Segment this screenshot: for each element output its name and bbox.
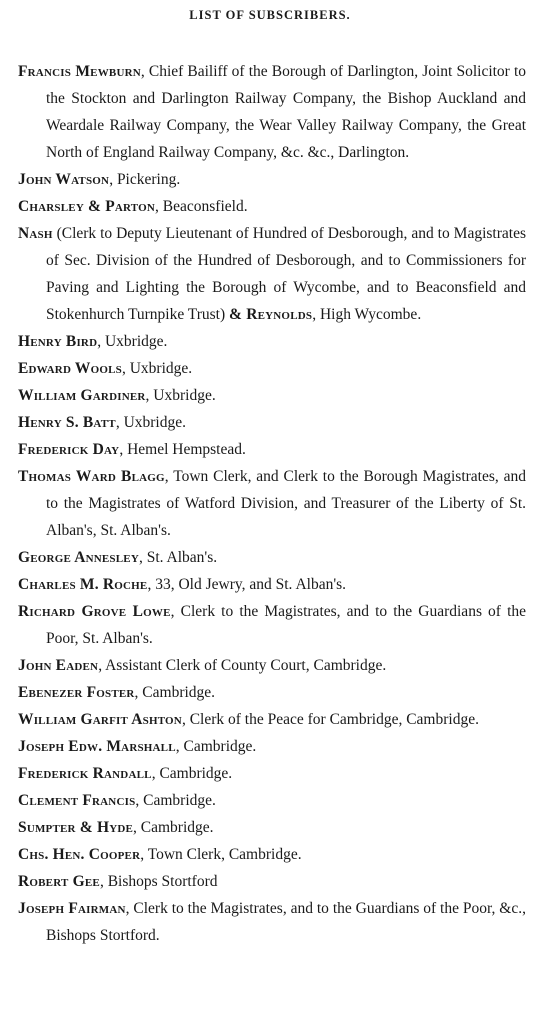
subscriber-details: , Assistant Clerk of County Court, Cambridge. (98, 657, 387, 674)
subscriber-name: George Annesley (18, 549, 139, 566)
subscriber-entry (18, 571, 526, 598)
subscriber-details: , Hemel Hempstead. (119, 441, 246, 458)
subscriber-name: Nash (18, 225, 53, 242)
subscriber-name: Sumpter & Hyde (18, 819, 134, 836)
subscriber-details: , Cambridge. (133, 819, 214, 836)
subscriber-details-second: , High Wycombe. (312, 306, 422, 323)
subscriber-name: Joseph Edw. Marshall (18, 738, 176, 755)
subscriber-name: John Eaden (18, 657, 99, 674)
subscriber-entry (18, 598, 526, 652)
subscriber-details: , Chief Bailiff of the Borough of Darlington, Joint Solicitor to the Stockton and Darlington Railway Company, the Bishop Auckland and Weardale Railway Company, the Wear Valley Railway Company, the Great North of England Railway Company, &c. &c., Darlington. (46, 63, 527, 161)
subscriber-name: William Garfit Ashton (18, 711, 182, 728)
subscriber-details: , Clerk to the Magistrates, and to the Guardians of the Poor, &c., Bishops Stortford. (46, 900, 526, 944)
subscriber-entry (18, 436, 526, 463)
subscriber-entry (18, 355, 526, 382)
subscriber-details: , Uxbridge. (145, 387, 216, 404)
subscriber-entry (18, 382, 526, 409)
subscriber-entry (18, 787, 526, 814)
subscriber-name: Francis Mewburn (18, 63, 141, 80)
subscriber-name: Richard Grove Lowe (18, 603, 171, 620)
subscriber-entry (18, 409, 526, 436)
subscriber-details: , Town Clerk, Cambridge. (140, 846, 302, 863)
subscriber-entry (18, 679, 526, 706)
subscriber-entry (18, 652, 526, 679)
subscriber-entry (18, 544, 526, 571)
subscriber-name: Henry S. Batt (18, 414, 116, 431)
subscriber-name: Thomas Ward Blagg (18, 468, 165, 485)
subscriber-name: Charles M. Roche (18, 576, 148, 593)
subscriber-name: Edward Wools (18, 360, 122, 377)
subscriber-entry (18, 760, 526, 787)
subscriber-details: , Cambridge. (151, 765, 233, 782)
subscriber-details: , Uxbridge. (121, 360, 193, 377)
subscriber-entry (18, 733, 526, 760)
page-heading: LIST OF SUBSCRIBERS. (189, 8, 351, 22)
subscriber-entry (18, 193, 526, 220)
subscriber-entry (18, 220, 526, 328)
subscriber-details: , 33, Old Jewry, and St. Alban's. (147, 576, 347, 593)
subscriber-name: Chs. Hen. Cooper (18, 846, 141, 863)
subscriber-entry (18, 895, 526, 949)
subscriber-entry (18, 166, 526, 193)
subscriber-list (18, 58, 526, 949)
subscriber-entry (18, 868, 526, 895)
subscriber-name: Henry Bird (18, 333, 98, 350)
subscriber-name: Charsley & Parton (18, 198, 156, 215)
subscriber-entry (18, 706, 526, 733)
subscriber-entry (18, 814, 526, 841)
subscriber-details: , Cambridge. (135, 792, 216, 809)
subscriber-details: , St. Alban's. (138, 549, 218, 566)
subscriber-entry (18, 463, 526, 544)
subscriber-details: , Cambridge. (134, 684, 216, 701)
subscriber-details: , Uxbridge. (97, 333, 168, 350)
subscriber-name: John Watson (18, 171, 110, 188)
subscriber-name: Joseph Fairman (18, 900, 126, 917)
subscriber-name: Frederick Day (18, 441, 120, 458)
subscriber-details: , Clerk of the Peace for Cambridge, Cambridge. (181, 711, 479, 728)
subscriber-details: , Clerk to the Magistrates, and to the Guardians of the Poor, St. Alban's. (46, 603, 527, 647)
subscriber-details: , Town Clerk, and Clerk to the Borough Magistrates, and to the Magistrates of Watford Division, and Treasurer of the Liberty of St. Alban's, St. Alban's. (46, 468, 527, 539)
subscriber-details: , Pickering. (109, 171, 181, 188)
subscriber-name: Frederick Randall (18, 765, 152, 782)
subscriber-details: (Clerk to Deputy Lieutenant of Hundred of Desborough, and to Magistrates of Sec. Division of the Hundred of Desborough, and to Commissioners for Paving and Lighting the Borough of Wycombe, and to Beaconsfield and Stokenhurch Turnpike Trust) (46, 225, 526, 323)
subscriber-details: , Uxbridge. (115, 414, 186, 431)
subscriber-details: , Bishops Stortford (99, 873, 218, 890)
subscriber-entry (18, 328, 526, 355)
subscriber-entry (18, 841, 526, 868)
subscriber-details: , Beaconsfield. (155, 198, 248, 215)
subscriber-name-second: & Reynolds (229, 306, 313, 323)
subscriber-entry (18, 58, 526, 166)
subscriber-name: Robert Gee (18, 873, 100, 890)
subscriber-name: Ebenezer Foster (18, 684, 135, 701)
subscriber-details: , Cambridge. (175, 738, 257, 755)
subscriber-name: Clement Francis (18, 792, 136, 809)
subscriber-name: William Gardiner (18, 387, 146, 404)
